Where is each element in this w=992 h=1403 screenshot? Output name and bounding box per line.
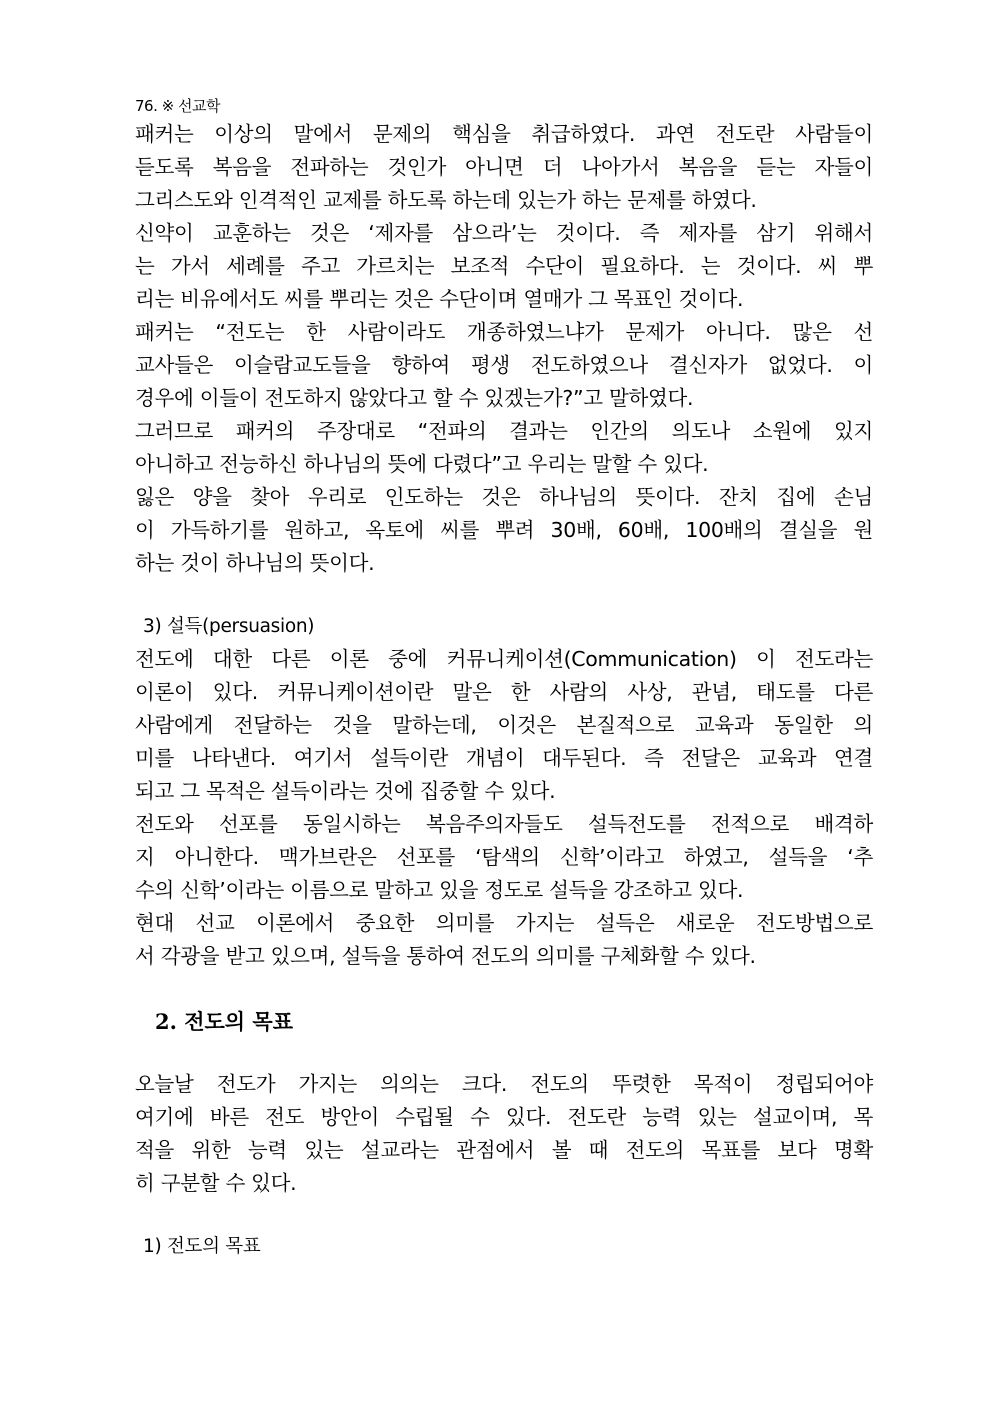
text-line: 하는 것이 하나님의 뜻이다. bbox=[135, 551, 375, 575]
text-line: 오늘날 전도가 가지는 의의는 크다. 전도의 뚜렷한 목적이 정립되어야 bbox=[135, 1072, 873, 1096]
paragraph bbox=[135, 316, 873, 415]
text-line: 적을 위한 능력 있는 설교라는 관점에서 볼 때 전도의 목표를 보다 명확 bbox=[135, 1138, 873, 1162]
text-line: 교사들은 이슬람교도들을 향하여 평생 전도하였으나 결신자가 없었다. 이 bbox=[135, 353, 873, 377]
text-line: 히 구분할 수 있다. bbox=[135, 1171, 297, 1195]
text-line: 듣도록 복음을 전파하는 것인가 아니면 더 나아가서 복음을 듣는 자들이 bbox=[135, 155, 873, 179]
text-line: 여기에 바른 전도 방안이 수립될 수 있다. 전도란 능력 있는 설교이며, 목 bbox=[135, 1105, 873, 1129]
spacer bbox=[135, 1038, 873, 1068]
text-line: 경우에 이들이 전도하지 않았다고 할 수 있겠는가?”고 말하였다. bbox=[135, 386, 694, 410]
text-line: 그리스도와 인격적인 교제를 하도록 하는데 있는가 하는 문제를 하였다. bbox=[135, 188, 757, 212]
running-title: ※ 선교학 bbox=[161, 97, 220, 115]
spacer bbox=[135, 1200, 873, 1230]
spacer bbox=[135, 580, 873, 610]
text-line: 되고 그 목적은 설득이라는 것에 집중할 수 있다. bbox=[135, 779, 556, 803]
text-line: 지 아니한다. 맥가브란은 선포를 ‘탐색의 신학’이라고 하였고, 설득을 ‘추 bbox=[135, 845, 873, 869]
page-number: 76. bbox=[135, 97, 158, 115]
text-line: 수의 신학’이라는 이름으로 말하고 있을 정도로 설득을 강조하고 있다. bbox=[135, 878, 744, 902]
subsection-heading: 3) 설득(persuasion) bbox=[143, 616, 315, 637]
paragraph bbox=[135, 643, 873, 808]
spacer bbox=[135, 973, 873, 1005]
text-line: 신약이 교훈하는 것은 ‘제자를 삼으라’는 것이다. 즉 제자를 삼기 위해서 bbox=[135, 221, 873, 245]
page-header bbox=[135, 96, 873, 118]
text-line: 이 가득하기를 원하고, 옥토에 씨를 뿌려 30배, 60배, 100배의 결실을 원 bbox=[135, 518, 873, 542]
text-line: 이론이 있다. 커뮤니케이션이란 말은 한 사람의 사상, 관념, 태도를 다른 bbox=[135, 680, 873, 704]
paragraph bbox=[135, 481, 873, 580]
text-line: 미를 나타낸다. 여기서 설득이란 개념이 대두된다. 즉 전달은 교육과 연결 bbox=[135, 746, 873, 770]
section-heading: 2. 전도의 목표 bbox=[155, 1009, 293, 1034]
text-line: 패커는 “전도는 한 사람이라도 개종하였느냐가 문제가 아니다. 많은 선 bbox=[135, 320, 873, 344]
subsection-heading: 1) 전도의 목표 bbox=[143, 1236, 261, 1257]
paragraph bbox=[135, 118, 873, 217]
text-line: 는 가서 세례를 주고 가르치는 보조적 수단이 필요하다. 는 것이다. 씨 뿌 bbox=[135, 254, 873, 278]
paragraph bbox=[135, 907, 873, 973]
text-line: 서 각광을 받고 있으며, 설득을 통하여 전도의 의미를 구체화할 수 있다. bbox=[135, 944, 756, 968]
paragraph bbox=[135, 415, 873, 481]
text-line: 사람에게 전달하는 것을 말하는데, 이것은 본질적으로 교육과 동일한 의 bbox=[135, 713, 873, 737]
text-line: 패커는 이상의 말에서 문제의 핵심을 취급하였다. 과연 전도란 사람들이 bbox=[135, 122, 873, 146]
text-line: 현대 선교 이론에서 중요한 의미를 가지는 설득은 새로운 전도방법으로 bbox=[135, 911, 873, 935]
text-line: 아니하고 전능하신 하나님의 뜻에 다렸다”고 우리는 말할 수 있다. bbox=[135, 452, 709, 476]
text-line: 전도에 대한 다른 이론 중에 커뮤니케이션(Communication) 이 전도라는 bbox=[135, 647, 873, 671]
text-line: 그러므로 패커의 주장대로 “전파의 결과는 인간의 의도나 소원에 있지 bbox=[135, 419, 873, 443]
paragraph bbox=[135, 217, 873, 316]
text-line: 리는 비유에서도 씨를 뿌리는 것은 수단이며 열매가 그 목표인 것이다. bbox=[135, 287, 744, 311]
paragraph bbox=[135, 1068, 873, 1200]
paragraph bbox=[135, 808, 873, 907]
text-line: 잃은 양을 찾아 우리로 인도하는 것은 하나님의 뜻이다. 잔치 집에 손님 bbox=[135, 485, 873, 509]
document-page bbox=[135, 96, 873, 1263]
text-line: 전도와 선포를 동일시하는 복음주의자들도 설득전도를 전적으로 배격하 bbox=[135, 812, 873, 836]
